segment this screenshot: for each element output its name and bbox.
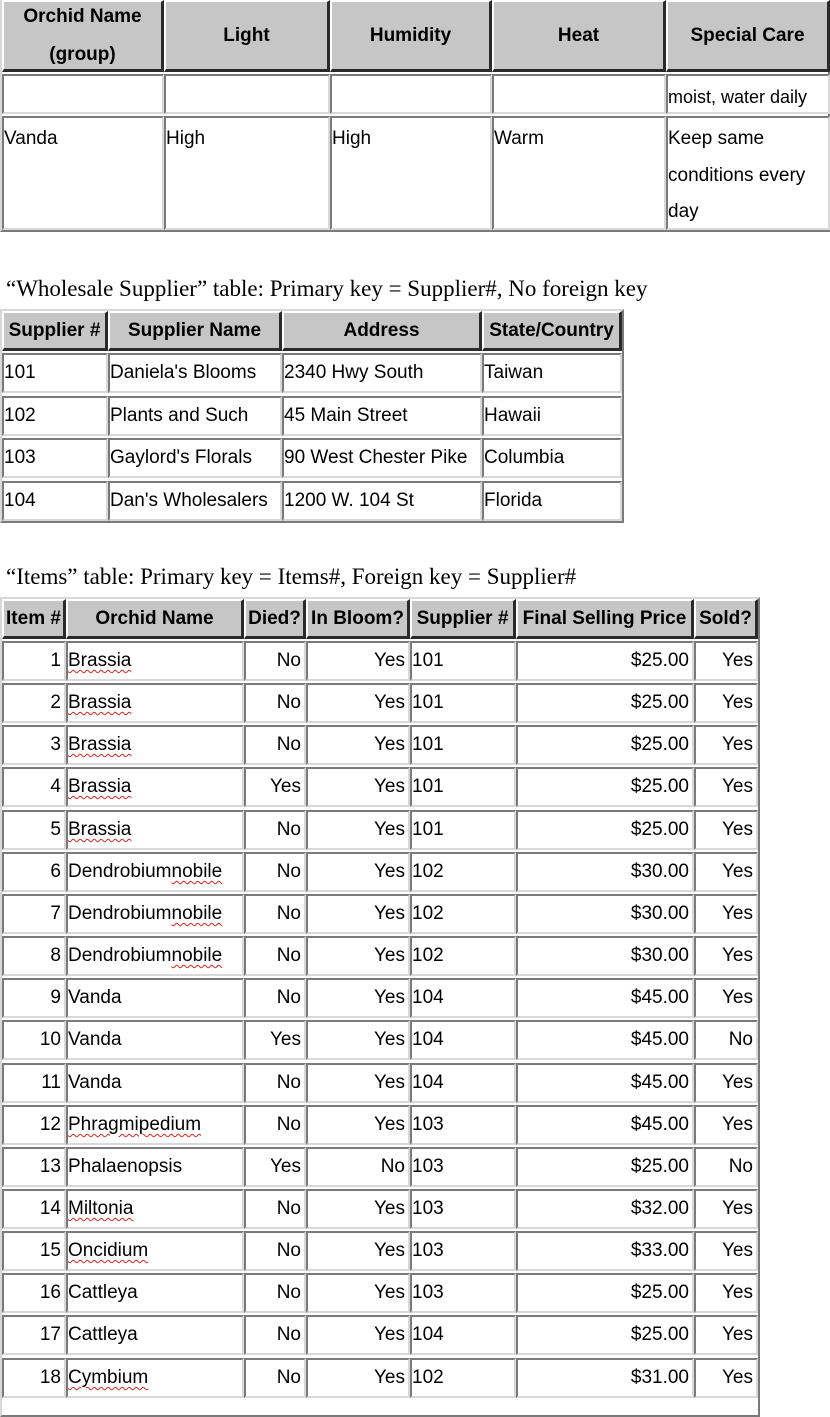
supplier-header-number: Supplier # bbox=[2, 311, 108, 351]
item-final-price-cell: $25.00 bbox=[516, 641, 694, 681]
supplier-header-address: Address bbox=[282, 311, 482, 351]
care-header-orchid-name bbox=[2, 0, 164, 72]
item-died-cell: No bbox=[244, 725, 306, 765]
supplier-name-cell: Gaylord's Florals bbox=[108, 438, 282, 478]
item-in-bloom-cell: Yes bbox=[306, 1358, 410, 1398]
supplier-number-cell: 101 bbox=[2, 353, 108, 393]
item-final-price-cell: $45.00 bbox=[516, 1020, 694, 1060]
item-final-price-cell: $25.00 bbox=[516, 725, 694, 765]
item-supplier-number-cell: 101 bbox=[410, 810, 516, 850]
orchid-name-misspelled: Brassia bbox=[68, 734, 132, 755]
item-number-cell: 14 bbox=[2, 1189, 66, 1229]
item-orchid-name-cell bbox=[66, 894, 244, 934]
item-number-cell: 2 bbox=[2, 683, 66, 723]
item-final-price-cell: $25.00 bbox=[516, 810, 694, 850]
orchid-name-misspelled: Cymbium bbox=[68, 1367, 149, 1388]
item-sold-cell: Yes bbox=[694, 1105, 758, 1145]
supplier-name-cell: Daniela's Blooms bbox=[108, 353, 282, 393]
item-final-price-cell: $25.00 bbox=[516, 767, 694, 807]
item-orchid-name-cell bbox=[66, 1189, 244, 1229]
item-in-bloom-cell: Yes bbox=[306, 936, 410, 976]
item-orchid-name-cell bbox=[66, 1231, 244, 1271]
item-sold-cell: Yes bbox=[694, 1189, 758, 1229]
item-died-cell: No bbox=[244, 1358, 306, 1398]
item-orchid-name-cell: Vanda bbox=[66, 1020, 244, 1060]
item-in-bloom-cell: Yes bbox=[306, 767, 410, 807]
item-final-price-cell: $31.00 bbox=[516, 1358, 694, 1398]
item-in-bloom-cell: Yes bbox=[306, 1231, 410, 1271]
item-number-cell: 10 bbox=[2, 1020, 66, 1060]
item-final-price-cell: $25.00 bbox=[516, 1315, 694, 1355]
item-supplier-number-cell: 104 bbox=[410, 1315, 516, 1355]
item-in-bloom-cell: Yes bbox=[306, 1020, 410, 1060]
item-number-cell: 3 bbox=[2, 725, 66, 765]
item-number-cell: 17 bbox=[2, 1315, 66, 1355]
orchid-name-misspelled: Miltonia bbox=[68, 1198, 134, 1219]
orchid-name-misspelled: Oncidium bbox=[68, 1240, 149, 1261]
item-number-cell: 13 bbox=[2, 1147, 66, 1187]
item-final-price-cell: $25.00 bbox=[516, 1273, 694, 1313]
item-supplier-number-cell: 103 bbox=[410, 1105, 516, 1145]
orchid-name-genus: Dendrobium bbox=[68, 903, 172, 924]
supplier-address-cell: 90 West Chester Pike bbox=[282, 438, 482, 478]
item-died-cell: No bbox=[244, 683, 306, 723]
item-sold-cell: Yes bbox=[694, 894, 758, 934]
item-orchid-name-cell bbox=[66, 852, 244, 892]
item-final-price-cell: $30.00 bbox=[516, 894, 694, 934]
care-row2-special-care bbox=[666, 116, 830, 230]
care-row2-special-line1: Keep same bbox=[668, 128, 765, 149]
item-sold-cell: Yes bbox=[694, 1063, 758, 1103]
supplier-name-cell: Plants and Such bbox=[108, 396, 282, 436]
item-number-cell: 15 bbox=[2, 1231, 66, 1271]
item-orchid-name-cell: Vanda bbox=[66, 1063, 244, 1103]
item-number-cell: 12 bbox=[2, 1105, 66, 1145]
care-row2-light: High bbox=[164, 116, 330, 230]
item-orchid-name-cell bbox=[66, 936, 244, 976]
care-header-humidity: Humidity bbox=[330, 0, 492, 72]
item-in-bloom-cell: Yes bbox=[306, 1063, 410, 1103]
item-sold-cell: Yes bbox=[694, 810, 758, 850]
item-orchid-name-cell bbox=[66, 767, 244, 807]
item-supplier-number-cell: 102 bbox=[410, 936, 516, 976]
item-in-bloom-cell: Yes bbox=[306, 978, 410, 1018]
item-in-bloom-cell: Yes bbox=[306, 1315, 410, 1355]
item-in-bloom-cell: Yes bbox=[306, 1273, 410, 1313]
item-number-cell: 16 bbox=[2, 1273, 66, 1313]
care-row1-humidity bbox=[330, 74, 492, 114]
item-number-cell: 5 bbox=[2, 810, 66, 850]
item-orchid-name-cell bbox=[66, 725, 244, 765]
item-sold-cell: Yes bbox=[694, 1358, 758, 1398]
supplier-state-cell: Hawaii bbox=[482, 396, 622, 436]
care-header-heat: Heat bbox=[492, 0, 666, 72]
items-table-caption: “Items” table: Primary key = Items#, Foreign key = Supplier# bbox=[6, 564, 577, 589]
item-supplier-number-cell: 101 bbox=[410, 725, 516, 765]
supplier-number-cell: 104 bbox=[2, 481, 108, 521]
item-sold-cell: Yes bbox=[694, 725, 758, 765]
item-supplier-number-cell: 104 bbox=[410, 1063, 516, 1103]
supplier-header-state: State/Country bbox=[482, 311, 622, 351]
items-header-final-price: Final Selling Price bbox=[516, 599, 694, 639]
item-supplier-number-cell: 101 bbox=[410, 641, 516, 681]
orchid-name-genus: Dendrobium bbox=[68, 861, 172, 882]
care-header-special-care: Special Care bbox=[666, 0, 830, 72]
item-supplier-number-cell: 101 bbox=[410, 683, 516, 723]
care-header-name-line1: Orchid Name bbox=[23, 6, 142, 27]
items-header-in-bloom: In Bloom? bbox=[306, 599, 410, 639]
items-header-supplier-number: Supplier # bbox=[410, 599, 516, 639]
item-orchid-name-cell: Phalaenopsis bbox=[66, 1147, 244, 1187]
supplier-address-cell: 1200 W. 104 St bbox=[282, 481, 482, 521]
item-died-cell: No bbox=[244, 1063, 306, 1103]
care-row1-light bbox=[164, 74, 330, 114]
orchid-name-misspelled: Brassia bbox=[68, 692, 132, 713]
item-in-bloom-cell: Yes bbox=[306, 894, 410, 934]
item-sold-cell: Yes bbox=[694, 683, 758, 723]
item-died-cell: No bbox=[244, 1189, 306, 1229]
item-sold-cell: Yes bbox=[694, 978, 758, 1018]
item-final-price-cell: $30.00 bbox=[516, 936, 694, 976]
item-supplier-number-cell: 102 bbox=[410, 894, 516, 934]
item-number-cell: 6 bbox=[2, 852, 66, 892]
item-supplier-number-cell: 104 bbox=[410, 1020, 516, 1060]
item-in-bloom-cell: Yes bbox=[306, 852, 410, 892]
orchid-name-misspelled: Brassia bbox=[68, 776, 132, 797]
item-number-cell: 7 bbox=[2, 894, 66, 934]
supplier-header-name: Supplier Name bbox=[108, 311, 282, 351]
orchid-name-misspelled: Brassia bbox=[68, 819, 132, 840]
item-supplier-number-cell: 101 bbox=[410, 767, 516, 807]
item-final-price-cell: $45.00 bbox=[516, 1105, 694, 1145]
supplier-address-cell: 45 Main Street bbox=[282, 396, 482, 436]
item-sold-cell: No bbox=[694, 1147, 758, 1187]
supplier-number-cell: 102 bbox=[2, 396, 108, 436]
orchid-name-misspelled: nobile bbox=[171, 945, 223, 966]
item-died-cell: No bbox=[244, 641, 306, 681]
item-died-cell: No bbox=[244, 1231, 306, 1271]
item-in-bloom-cell: No bbox=[306, 1147, 410, 1187]
item-final-price-cell: $33.00 bbox=[516, 1231, 694, 1271]
item-number-cell: 11 bbox=[2, 1063, 66, 1103]
item-died-cell: No bbox=[244, 936, 306, 976]
supplier-name-cell: Dan's Wholesalers bbox=[108, 481, 282, 521]
care-row2-heat: Warm bbox=[492, 116, 666, 230]
item-in-bloom-cell: Yes bbox=[306, 1189, 410, 1229]
item-died-cell: Yes bbox=[244, 767, 306, 807]
item-supplier-number-cell: 102 bbox=[410, 852, 516, 892]
orchid-name-misspelled: nobile bbox=[171, 903, 223, 924]
item-supplier-number-cell: 103 bbox=[410, 1147, 516, 1187]
item-final-price-cell: $32.00 bbox=[516, 1189, 694, 1229]
item-final-price-cell: $25.00 bbox=[516, 683, 694, 723]
item-in-bloom-cell: Yes bbox=[306, 641, 410, 681]
item-died-cell: No bbox=[244, 1273, 306, 1313]
item-final-price-cell: $45.00 bbox=[516, 1063, 694, 1103]
item-sold-cell: Yes bbox=[694, 1315, 758, 1355]
care-header-light: Light bbox=[164, 0, 330, 72]
items-header-sold: Sold? bbox=[694, 599, 758, 639]
items-header-item-number: Item # bbox=[2, 599, 66, 639]
supplier-state-cell: Florida bbox=[482, 481, 622, 521]
care-row2-special-line2: conditions every bbox=[668, 165, 806, 186]
item-in-bloom-cell: Yes bbox=[306, 683, 410, 723]
orchid-name-genus: Dendrobium bbox=[68, 945, 172, 966]
item-number-cell: 4 bbox=[2, 767, 66, 807]
care-header-name-line2: (group) bbox=[49, 44, 116, 65]
supplier-address-cell: 2340 Hwy South bbox=[282, 353, 482, 393]
orchid-name-misspelled: Brassia bbox=[68, 650, 132, 671]
supplier-state-cell: Taiwan bbox=[482, 353, 622, 393]
item-sold-cell: Yes bbox=[694, 852, 758, 892]
item-supplier-number-cell: 103 bbox=[410, 1273, 516, 1313]
item-sold-cell: Yes bbox=[694, 1231, 758, 1271]
item-orchid-name-cell bbox=[66, 1358, 244, 1398]
care-row1-name bbox=[2, 74, 164, 114]
item-final-price-cell: $30.00 bbox=[516, 852, 694, 892]
care-row1-special-care: moist, water daily bbox=[666, 74, 830, 114]
item-orchid-name-cell bbox=[66, 810, 244, 850]
item-orchid-name-cell: Cattleya bbox=[66, 1273, 244, 1313]
items-header-orchid-name: Orchid Name bbox=[66, 599, 244, 639]
item-sold-cell: Yes bbox=[694, 936, 758, 976]
supplier-state-cell: Columbia bbox=[482, 438, 622, 478]
care-row2-humidity: High bbox=[330, 116, 492, 230]
item-died-cell: No bbox=[244, 978, 306, 1018]
item-sold-cell: No bbox=[694, 1020, 758, 1060]
item-number-cell: 8 bbox=[2, 936, 66, 976]
item-died-cell: No bbox=[244, 810, 306, 850]
care-row2-name: Vanda bbox=[2, 116, 164, 230]
item-number-cell: 18 bbox=[2, 1358, 66, 1398]
orchid-name-misspelled: nobile bbox=[171, 861, 223, 882]
item-orchid-name-cell bbox=[66, 641, 244, 681]
items-header-died: Died? bbox=[244, 599, 306, 639]
supplier-number-cell: 103 bbox=[2, 438, 108, 478]
item-sold-cell: Yes bbox=[694, 1273, 758, 1313]
item-in-bloom-cell: Yes bbox=[306, 1105, 410, 1145]
item-sold-cell: Yes bbox=[694, 767, 758, 807]
supplier-table-caption: “Wholesale Supplier” table: Primary key = Supplier#, No foreign key bbox=[6, 276, 648, 301]
item-supplier-number-cell: 102 bbox=[410, 1358, 516, 1398]
orchid-name-misspelled: Phragmipedium bbox=[68, 1114, 202, 1135]
item-final-price-cell: $25.00 bbox=[516, 1147, 694, 1187]
item-supplier-number-cell: 103 bbox=[410, 1231, 516, 1271]
item-died-cell: No bbox=[244, 852, 306, 892]
care-row1-heat bbox=[492, 74, 666, 114]
item-died-cell: No bbox=[244, 1105, 306, 1145]
item-died-cell: No bbox=[244, 894, 306, 934]
item-orchid-name-cell bbox=[66, 1105, 244, 1145]
item-died-cell: Yes bbox=[244, 1020, 306, 1060]
item-number-cell: 1 bbox=[2, 641, 66, 681]
item-final-price-cell: $45.00 bbox=[516, 978, 694, 1018]
item-in-bloom-cell: Yes bbox=[306, 725, 410, 765]
item-supplier-number-cell: 103 bbox=[410, 1189, 516, 1229]
item-in-bloom-cell: Yes bbox=[306, 810, 410, 850]
item-died-cell: No bbox=[244, 1315, 306, 1355]
care-row2-special-line3: day bbox=[668, 201, 699, 222]
item-died-cell: Yes bbox=[244, 1147, 306, 1187]
item-orchid-name-cell: Vanda bbox=[66, 978, 244, 1018]
item-orchid-name-cell bbox=[66, 683, 244, 723]
item-sold-cell: Yes bbox=[694, 641, 758, 681]
item-number-cell: 9 bbox=[2, 978, 66, 1018]
item-orchid-name-cell: Cattleya bbox=[66, 1315, 244, 1355]
item-supplier-number-cell: 104 bbox=[410, 978, 516, 1018]
